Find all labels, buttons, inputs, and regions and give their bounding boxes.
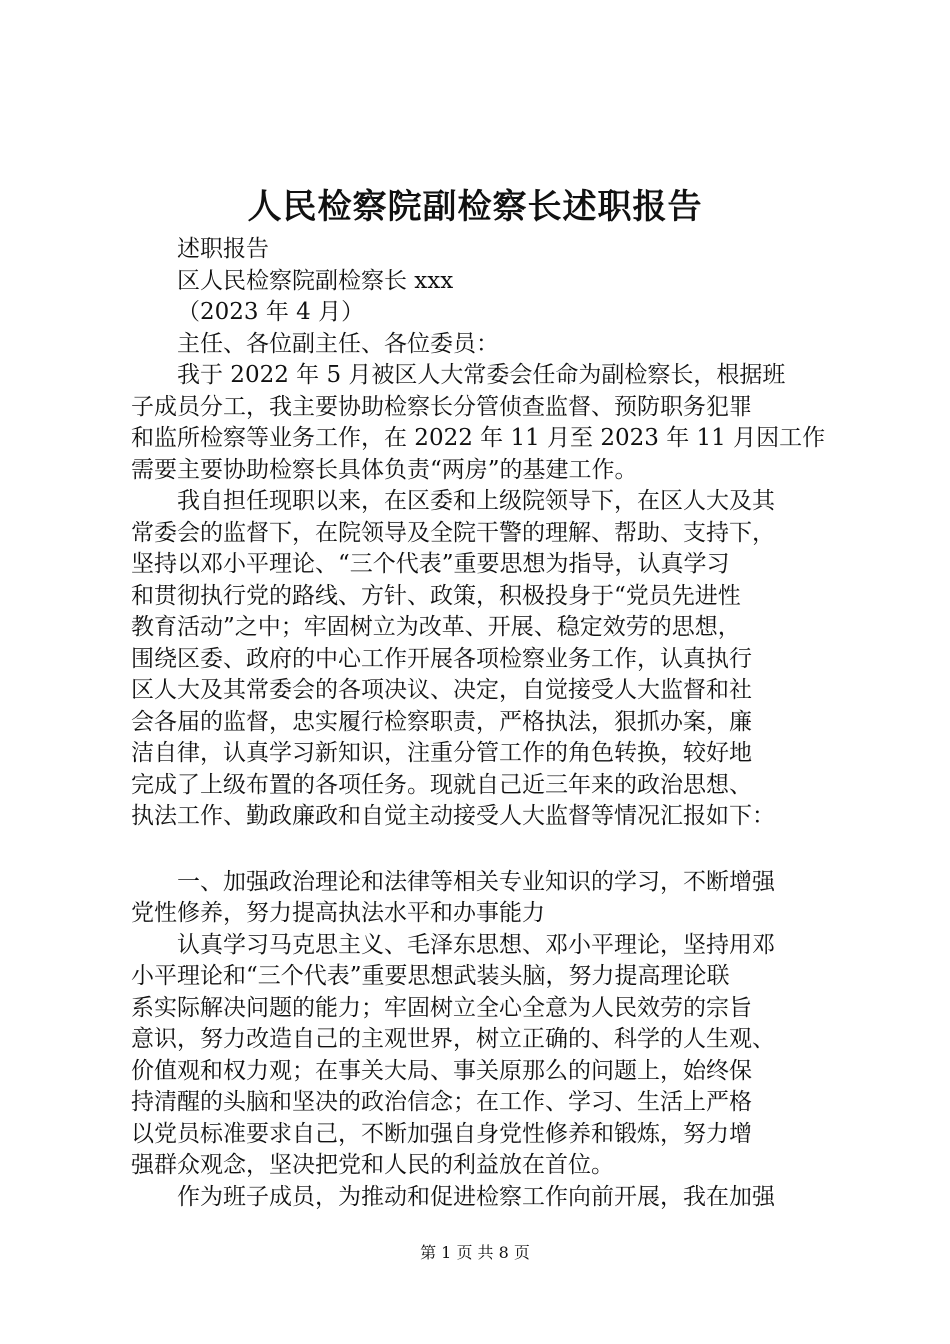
text-line: 一、加强政治理论和法律等相关专业知识的学习，不断增强 (177, 868, 775, 895)
text-line: 洁自律，认真学习新知识，注重分管工作的角色转换，较好地 (131, 740, 752, 766)
text-line: 小平理论和“三个代表”重要思想武装头脑，努力提高理论联 (131, 963, 730, 989)
text-line: 系实际解决问题的能力；牢固树立全心全意为人民效劳的宗旨 (131, 994, 752, 1021)
text-line: 常委会的监督下，在院领导及全院干警的理解、帮助、支持下， (131, 519, 775, 546)
text-line: 作为班子成员，为推动和促进检察工作向前开展，我在加强 (177, 1183, 775, 1210)
text-line: 区人大及其常委会的各项决议、决定，自觉接受人大监督和社 (131, 677, 752, 703)
paragraph-spacer (131, 833, 831, 867)
text-line: 会各届的监督，忠实履行检察职责，严格执法，狠抓办案，廉 (131, 708, 752, 735)
text-line: 党性修养，努力提高执法水平和办事能力 (131, 900, 545, 926)
text-line: 我自担任现职以来，在区委和上级院领导下，在区人大及其 (177, 488, 775, 514)
text-line: 价值观和权力观；在事关大局、事关原那么的问题上，始终保 (131, 1057, 752, 1084)
document-title: 人民检察院副检察长述职报告 (247, 187, 703, 227)
text-line: 执法工作、勤政廉政和自觉主动接受人大监督等情况汇报如下： (131, 803, 775, 829)
document-body (131, 234, 831, 1213)
text-line: 和贯彻执行党的路线、方针、政策，积极投身于“党员先进性 (131, 582, 741, 609)
text-line: 认真学习马克思主义、毛泽东思想、邓小平理论，坚持用邓 (177, 931, 775, 958)
doc-date: （2023 年 4 月） (177, 299, 365, 325)
text-line: 持清醒的头脑和坚决的政治信念；在工作、学习、生活上严格 (131, 1089, 752, 1115)
paragraph-1 (131, 360, 831, 486)
text-line: 和监所检察等业务工作，在 2022 年 11 月至 2023 年 11 月因工作 (131, 425, 826, 451)
paragraph-3 (131, 930, 831, 1182)
text-line: 完成了上级布置的各项任务。现就自己近三年来的政治思想、 (131, 771, 752, 798)
text-line: 子成员分工，我主要协助检察长分管侦查监督、预防职务犯罪 (131, 393, 752, 420)
text-line: 强群众观念，坚决把党和人民的利益放在首位。 (131, 1152, 614, 1178)
text-line: 围绕区委、政府的中心工作开展各项检察业务工作，认真执行 (131, 645, 752, 672)
text-line: 需要主要协助检察长具体负责“两房”的基建工作。 (131, 456, 638, 483)
paragraph-4 (131, 1182, 831, 1214)
text-line: 以党员标准要求自己，不断加强自身党性修养和锻炼，努力增 (131, 1120, 752, 1147)
text-line: 教育活动”之中；牢固树立为改革、开展、稳定效劳的思想， (131, 614, 741, 640)
section-heading-1 (131, 867, 831, 930)
doc-subtitle: 述职报告 (177, 236, 269, 262)
doc-author: 区人民检察院副检察长 xxx (177, 267, 454, 294)
doc-salutation: 主任、各位副主任、各位委员： (177, 330, 499, 357)
paragraph-2 (131, 486, 831, 833)
page-footer: 第 1 页 共 8 页 (420, 1243, 530, 1262)
text-line: 我于 2022 年 5 月被区人大常委会任命为副检察长，根据班 (177, 362, 786, 388)
text-line: 意识，努力改造自己的主观世界，树立正确的、科学的人生观、 (131, 1026, 775, 1052)
text-line: 坚持以邓小平理论、“三个代表”重要思想为指导，认真学习 (131, 551, 730, 577)
